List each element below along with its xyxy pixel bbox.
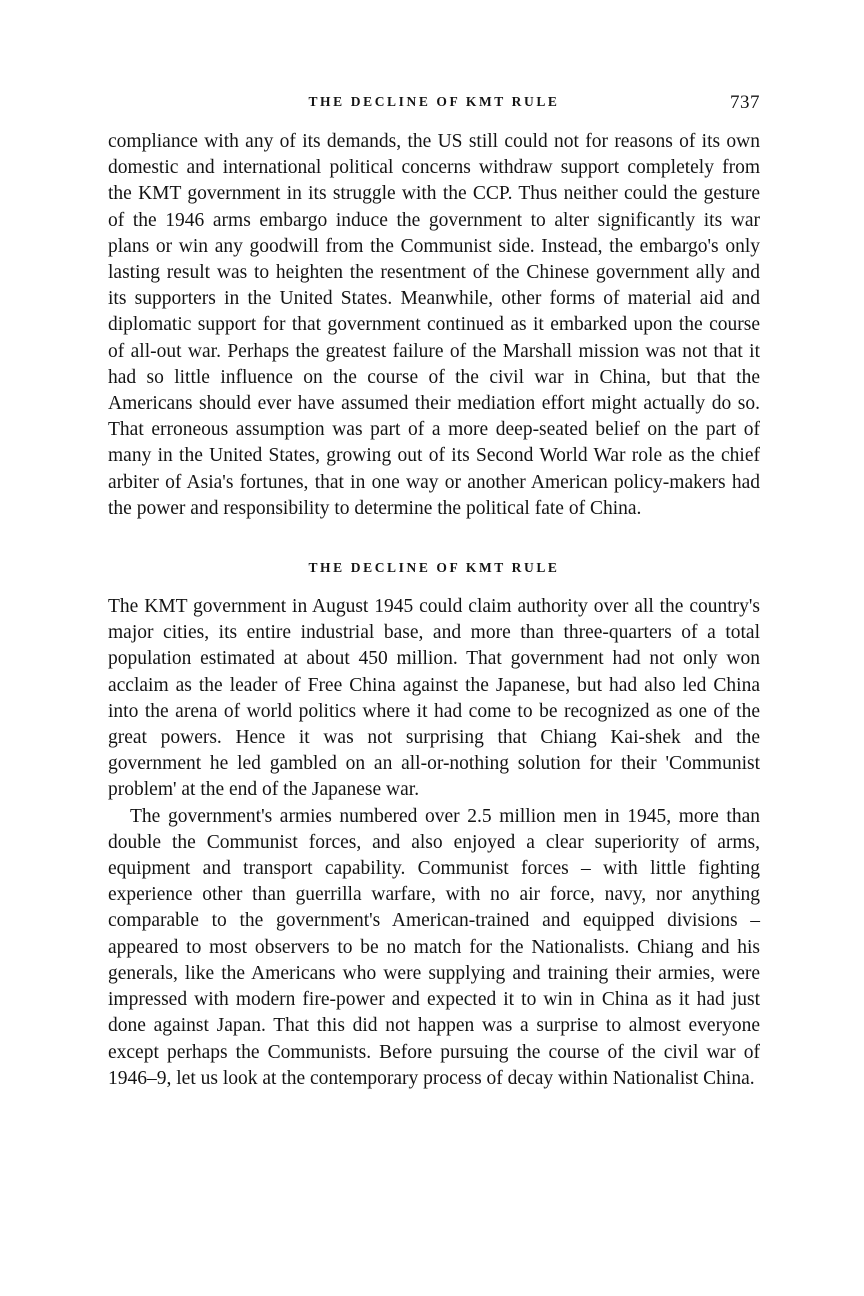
- book-page: [108, 92, 760, 1092]
- body-paragraph: The government's armies numbered over 2.5 million men in 1945, more than double the Communist forces, and also enjoyed a clear superiority of arms, equipment and transport capability. Communist forces – with little fighting experience other than guerrilla warfare, with no air force, navy, nor anything comparable to the government's American-trained and equipped divisions – appeared to most observers to be no match for the Nationalists. Chiang and his generals, like the Americans who were supplying and training their armies, were impressed with modern fire-power and expected it to win in China as it had just done against Japan. That this did not happen was a surprise to almost everyone except perhaps the Communists. Before pursuing the course of the civil war of 1946–9, let us look at the contemporary process of decay within Nationalist China.: [108, 805, 760, 1089]
- body-paragraph: The KMT government in August 1945 could claim authority over all the country's major cities, its entire industrial base, and more than three-quarters of a total population estimated at about 450 million. That government had not only won acclaim as the leader of Free China against the Japanese, but had also led China into the arena of world politics where it had come to be recognized as one of the great powers. Hence it was not surprising that Chiang Kai-shek and the government he led gambled on an all-or-nothing solution for their 'Communist problem' at the end of the Japanese war.: [108, 596, 760, 801]
- page-number: 737: [730, 92, 760, 113]
- body-paragraph: compliance with any of its demands, the US still could not for reasons of its own domestic and international political concerns withdraw support completely from the KMT government in its struggle with the CCP. Thus neither could the gesture of the 1946 arms embargo induce the government to alter significantly its war plans or win any goodwill from the Communist side. Instead, the embargo's only lasting result was to heighten the resentment of the Chinese government ally and its supporters in the United States. Meanwhile, other forms of material aid and diplomatic support for that government continued as it embarked upon the course of all-out war. Perhaps the greatest failure of the Marshall mission was not that it had so little influence on the course of the civil war in China, but that the Americans should ever have assumed their mediation effort might actually do so. That erroneous assumption was part of a more deep-seated belief on the part of many in the United States, growing out of its Second World War role as the chief arbiter of Asia's fortunes, that in one way or another American policy-makers had the power and responsibility to determine the political fate of China.: [108, 131, 760, 519]
- running-title: THE DECLINE OF KMT RULE: [308, 94, 560, 109]
- section-heading: THE DECLINE OF KMT RULE: [308, 560, 560, 576]
- running-header: [108, 92, 760, 120]
